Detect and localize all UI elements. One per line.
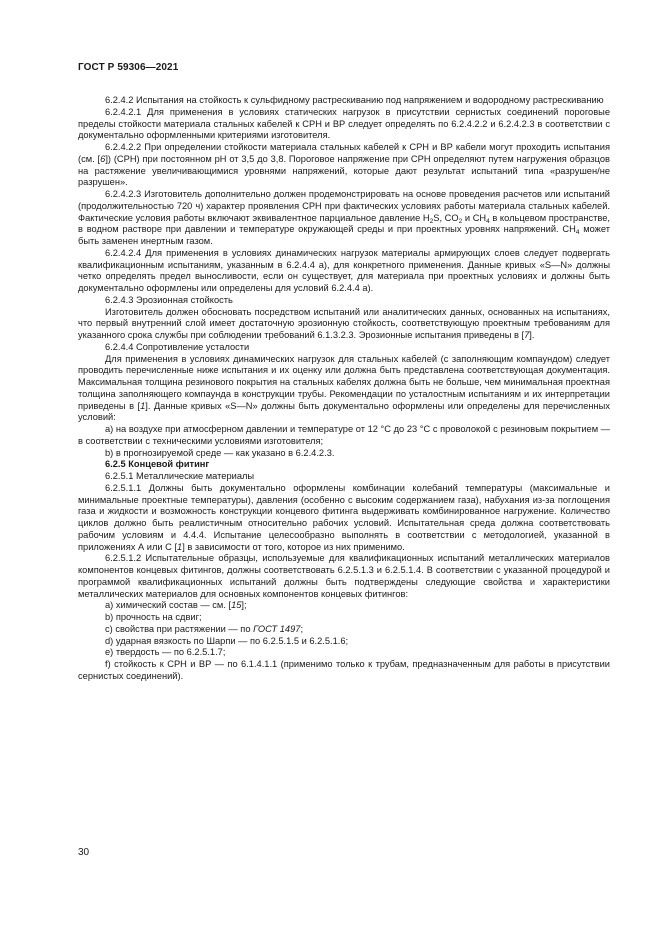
text-run: в кольцевом пространстве, в водном растворе при давлении и температуре окружающей среды и при проектных уровнях напряжений. CH	[78, 212, 611, 235]
text-run: ].	[529, 330, 535, 340]
reference-italic: 1	[140, 400, 146, 411]
fatigue-condition-b	[78, 448, 610, 460]
reference-italic: 1	[177, 541, 183, 552]
property-item-d	[78, 636, 610, 648]
document-body	[78, 95, 610, 683]
text-run: 6.2.4.2.3 Изготовитель дополнительно должен продемонстрировать на основе проведения расчетов или испытаний (продолжительностью 720 ч) характер проявления СРН при фактических условиях работы материала стальных кабелей. Фактические условия работы включают эквивалентное парциальное давление H	[78, 189, 610, 223]
text-run: ]) (СРН) при постоянном pH от 3,5 до 3,8. Пороговое напряжение при СРН определяют путем нагружения образцов на растяжение увеличивающимися уровнями напряжений, которые дают результат испытаний типа «разрушен/не разрушен».	[78, 153, 610, 188]
text-run: e) твердость — по 6.2.5.1.7;	[105, 647, 226, 658]
section-6-2-4-3-heading	[78, 295, 610, 307]
fatigue-paragraph	[78, 354, 610, 425]
property-item-c	[78, 624, 610, 636]
reference-italic: 7	[524, 330, 530, 340]
fatigue-condition-a	[78, 424, 610, 448]
text-run: 6.2.5.1.2 Испытательные образцы, используемые для квалификационных испытаний металлических материалов компонентов концевых фитингов, должны соответствовать 6.2.5.1.3 и 6.2.5.1.4. В соответствии с указанной процедурой и программой квалификационных испытаний должны быть подтверждены следующие свойства и характеристики металлических материалов для основных компонентов концевых фитингов:	[78, 553, 610, 599]
erosion-paragraph	[78, 307, 610, 342]
text-run: 6.2.4.2.1 Для применения в условиях статических нагрузок в присутствии сернистых соединений пороговые пределы стойкости материала стальных кабелей к СРН и ВР следует определять по 6.2.4.2.2 и 6.2.4.2.3 в соответствии с документально оформленными критериями изготовителя.	[78, 106, 610, 141]
text-run: ];	[241, 600, 247, 611]
text-run: d) ударная вязкость по Шарпи — по 6.2.5.1.5 и 6.2.5.1.6;	[105, 635, 349, 646]
property-item-f	[78, 659, 610, 683]
reference-italic: 6	[100, 153, 106, 164]
text-run: 6.2.4.4 Сопротивление усталости	[105, 341, 250, 352]
section-6-2-4-4-heading	[78, 342, 610, 354]
text-run: f) стойкость к СРН и ВР — по 6.1.4.1.1 (применимо только к трубам, предназначенным для работы в присутствии сернистых соединений).	[78, 659, 610, 681]
text-run: 6.2.4.2.4 Для применения в условиях динамических нагрузок материалы армирующих слоев следует подвергать квалификационным испытаниям, указанным в 6.2.4.4 а), для конкретного применения. Данные кривых «S—N» должны четко определять предел выносливости, если он существует, для материала при проектных условиях и должны быть документально оформлены или определены для условий 6.2.4.4 а).	[78, 247, 610, 293]
reference-italic: ГОСТ 1497	[253, 623, 301, 634]
text-run: а) на воздухе при атмосферном давлении и температуре от 12 °C до 23 °C с проволокой с резиновым покрытием — в соответствии с техническими условиями изготовителя;	[78, 424, 610, 446]
subscript: 4	[486, 217, 490, 225]
text-run: b) в прогнозируемой среде — как указано в 6.2.4.2.3.	[105, 447, 335, 458]
property-item-a	[78, 600, 610, 612]
subscript: 2	[458, 217, 463, 225]
clause-6-2-5-1-1	[78, 483, 610, 554]
subscript: 2	[429, 217, 434, 225]
text-run: ] в зависимости от того, которое из них применимо.	[182, 541, 405, 552]
section-6-2-4-2-heading	[78, 95, 610, 107]
text-run: 6.2.5.1 Металлические материалы	[105, 471, 255, 481]
text-run: 6.2.4.2.2 При определении стойкости материала стальных кабелей к СРН и ВР кабели могут проходить испытания (см. [	[78, 142, 610, 164]
text-run: S, CO	[433, 212, 459, 223]
text-run: Для применения в условиях динамических нагрузок для стальных кабелей (с заполняющим компаундом) следует проводить перечисленные ниже испытания и их оценку или должна быть представлена соответствующая документация. Максимальная толщина резинового покрытия на стальных кабелях должна быть не больше, чем минимальная проектная толщина заполняющего компаунда в конструкции трубы. Рекомендации по усталостным испытаниям и их интерпретации приведены в [	[78, 353, 610, 411]
text-run: b) прочность на сдвиг;	[105, 612, 202, 622]
clause-6-2-5-1-2	[78, 553, 610, 600]
text-run: а) химический состав — см. [	[105, 600, 232, 611]
property-item-b	[78, 612, 610, 624]
text-run: Изготовитель должен обосновать посредством испытаний или аналитических данных, основанных на испытаниях, что первый внутренний слой имеет достаточную эрозионную стойкость, соответствующую проектным требованиям для указанного срока службы при соблюдении требований 6.1.3.2.3. Эрозионные испытания приведены в [	[78, 306, 610, 340]
text-run: 6.2.5.1.1 Должны быть документально оформлены комбинации колебаний температуры (максимальные и минимальные проектные температуры), давления (особенно с высоким содержанием газа), набухания из-за поглощения газа и жидкости и возможность конструкции концевого фитинга выдерживать комбинированное нагружение. Количество циклов должно быть реалистичным относительно рабочих условий. Испытательная среда должна соответствовать рабочим условиям и 4.4.4. Испытание целесообразно выполнять в соответствии с методологией, указанной в приложениях А или С [	[78, 482, 610, 552]
reference-italic: 15	[231, 600, 242, 611]
section-6-2-5-1-heading	[78, 471, 610, 483]
text-run: ]. Данные кривых «S—N» должны быть документально оформлены или определены для перечисленных условий:	[78, 400, 610, 423]
text-run: 6.2.5 Концевой фитинг	[105, 459, 210, 470]
text-run: может быть заменен инертным газом.	[78, 224, 610, 246]
section-6-2-5-heading	[78, 459, 610, 471]
clause-6-2-4-2-4	[78, 248, 610, 295]
clause-6-2-4-2-1	[78, 107, 610, 142]
property-item-e	[78, 647, 610, 659]
page-number: 30	[78, 847, 90, 858]
text-run: ;	[300, 623, 304, 634]
text-run: и CH	[462, 212, 487, 223]
text-run: c) свойства при растяжении — по	[105, 623, 254, 634]
clause-6-2-4-2-3	[78, 189, 610, 248]
text-run: 6.2.4.2 Испытания на стойкость к сульфидному растрескиванию под напряжением и водородному растрескиванию	[105, 95, 604, 105]
clause-6-2-4-2-2	[78, 142, 610, 189]
standard-designation: ГОСТ Р 59306—2021	[78, 62, 179, 73]
text-run: 6.2.4.3 Эрозионная стойкость	[105, 294, 233, 305]
subscript: 4	[575, 229, 580, 237]
